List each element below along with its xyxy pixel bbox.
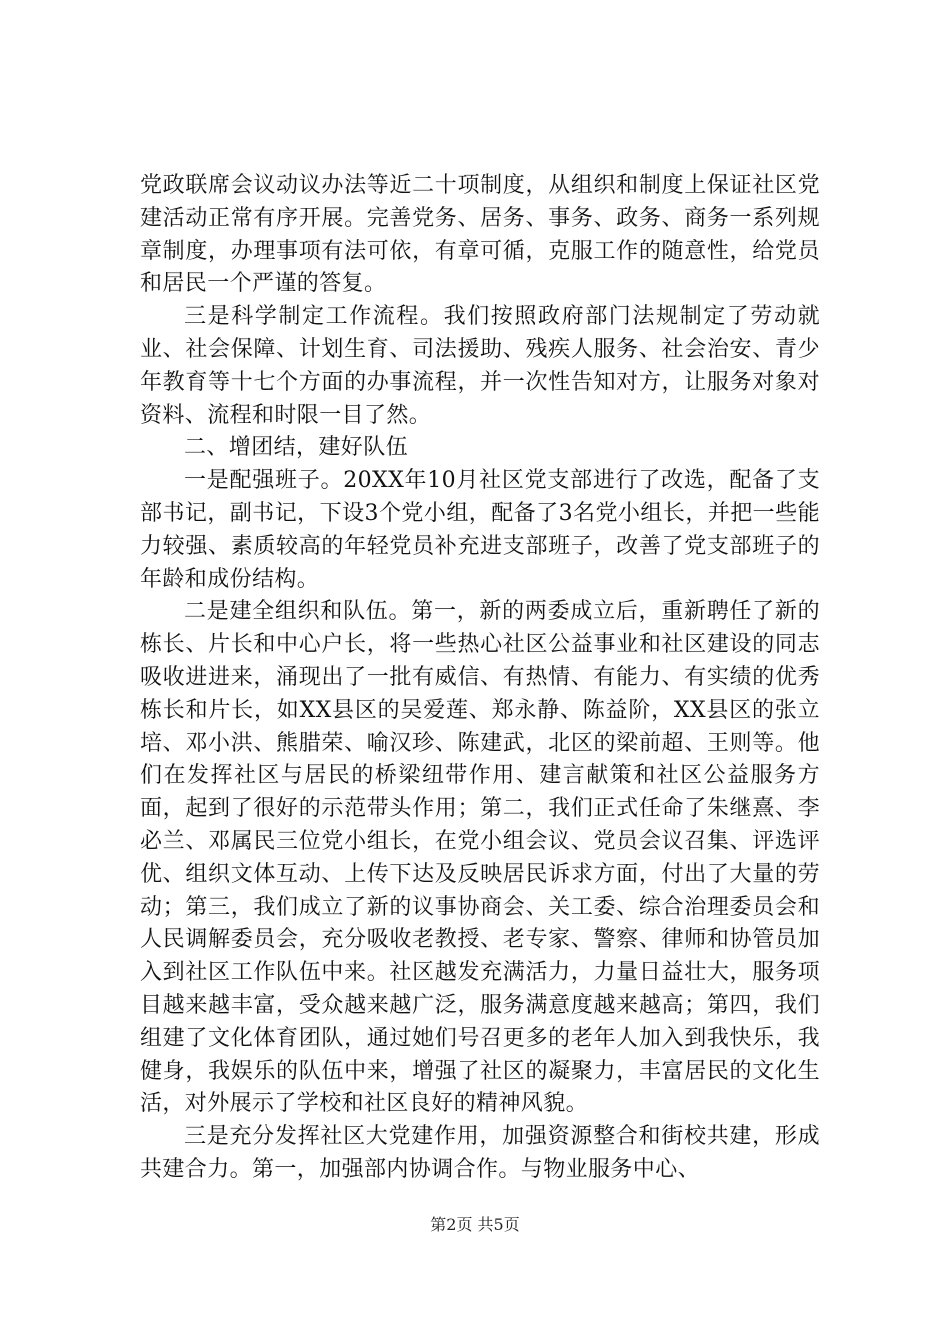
paragraph-5: 三是充分发挥社区大党建作用，加强资源整合和街校共建，形成共建合力。第一，加强部内协调合作。与物业服务中心、 [140, 1124, 820, 1182]
paragraph-3: 一是配强班子。20XX年10月社区党支部进行了改选，配备了支部书记，副书记，下设3个党小组，配备了3名党小组长，并把一些能力较强、素质较高的年轻党员补充进支部班子，改善了党支部班子的年龄和成份结构。 [140, 468, 820, 592]
paragraph-1: 党政联席会议动议办法等近二十项制度，从组织和制度上保证社区党建活动正常有序开展。完善党务、居务、事务、政务、商务一系列规章制度，办理事项有法可依，有章可循，克服工作的随意性，给党员和居民一个严谨的答复。 [140, 173, 820, 297]
paragraph-2: 三是科学制定工作流程。我们按照政府部门法规制定了劳动就业、社会保障、计划生育、司法援助、残疾人服务、社会治安、青少年教育等十七个方面的办事流程，并一次性告知对方，让服务对象对资料、流程和时限一目了然。 [140, 304, 820, 428]
document-body [140, 170, 820, 1187]
paragraph-4: 二是建全组织和队伍。第一，新的两委成立后，重新聘任了新的栋长、片长和中心户长，将一些热心社区公益事业和社区建设的同志吸收进进来，涌现出了一批有威信、有热情、有能力、有实绩的优秀栋长和片长，如XX县区的吴爱莲、郑永静、陈益阶，XX县区的张立培、邓小洪、熊腊荣、喻汉珍、陈建武，北区的梁前超、王则等。他们在发挥社区与居民的桥梁纽带作用、建言献策和社区公益服务方面，起到了很好的示范带头作用；第二，我们正式任命了朱继熹、李必兰、邓属民三位党小组长，在党小组会议、党员会议召集、评选评优、组织文体互动、上传下达及反映居民诉求方面，付出了大量的劳动；第三，我们成立了新的议事协商会、关工委、综合治理委员会和人民调解委员会，充分吸收老教授、老专家、警察、律师和协管员加入到社区工作队伍中来。社区越发充满活力，力量日益壮大，服务项目越来越丰富，受众越来越广泛，服务满意度越来越高；第四，我们组建了文化体育团队，通过她们号召更多的老年人加入到我快乐，我健身，我娱乐的队伍中来，增强了社区的凝聚力，丰富居民的文化生活，对外展示了学校和社区良好的精神风貌。 [140, 599, 820, 1117]
page-number-footer: 第2页 共5页 [430, 1215, 520, 1234]
section-heading: 二、增团结，建好队伍 [184, 435, 409, 461]
